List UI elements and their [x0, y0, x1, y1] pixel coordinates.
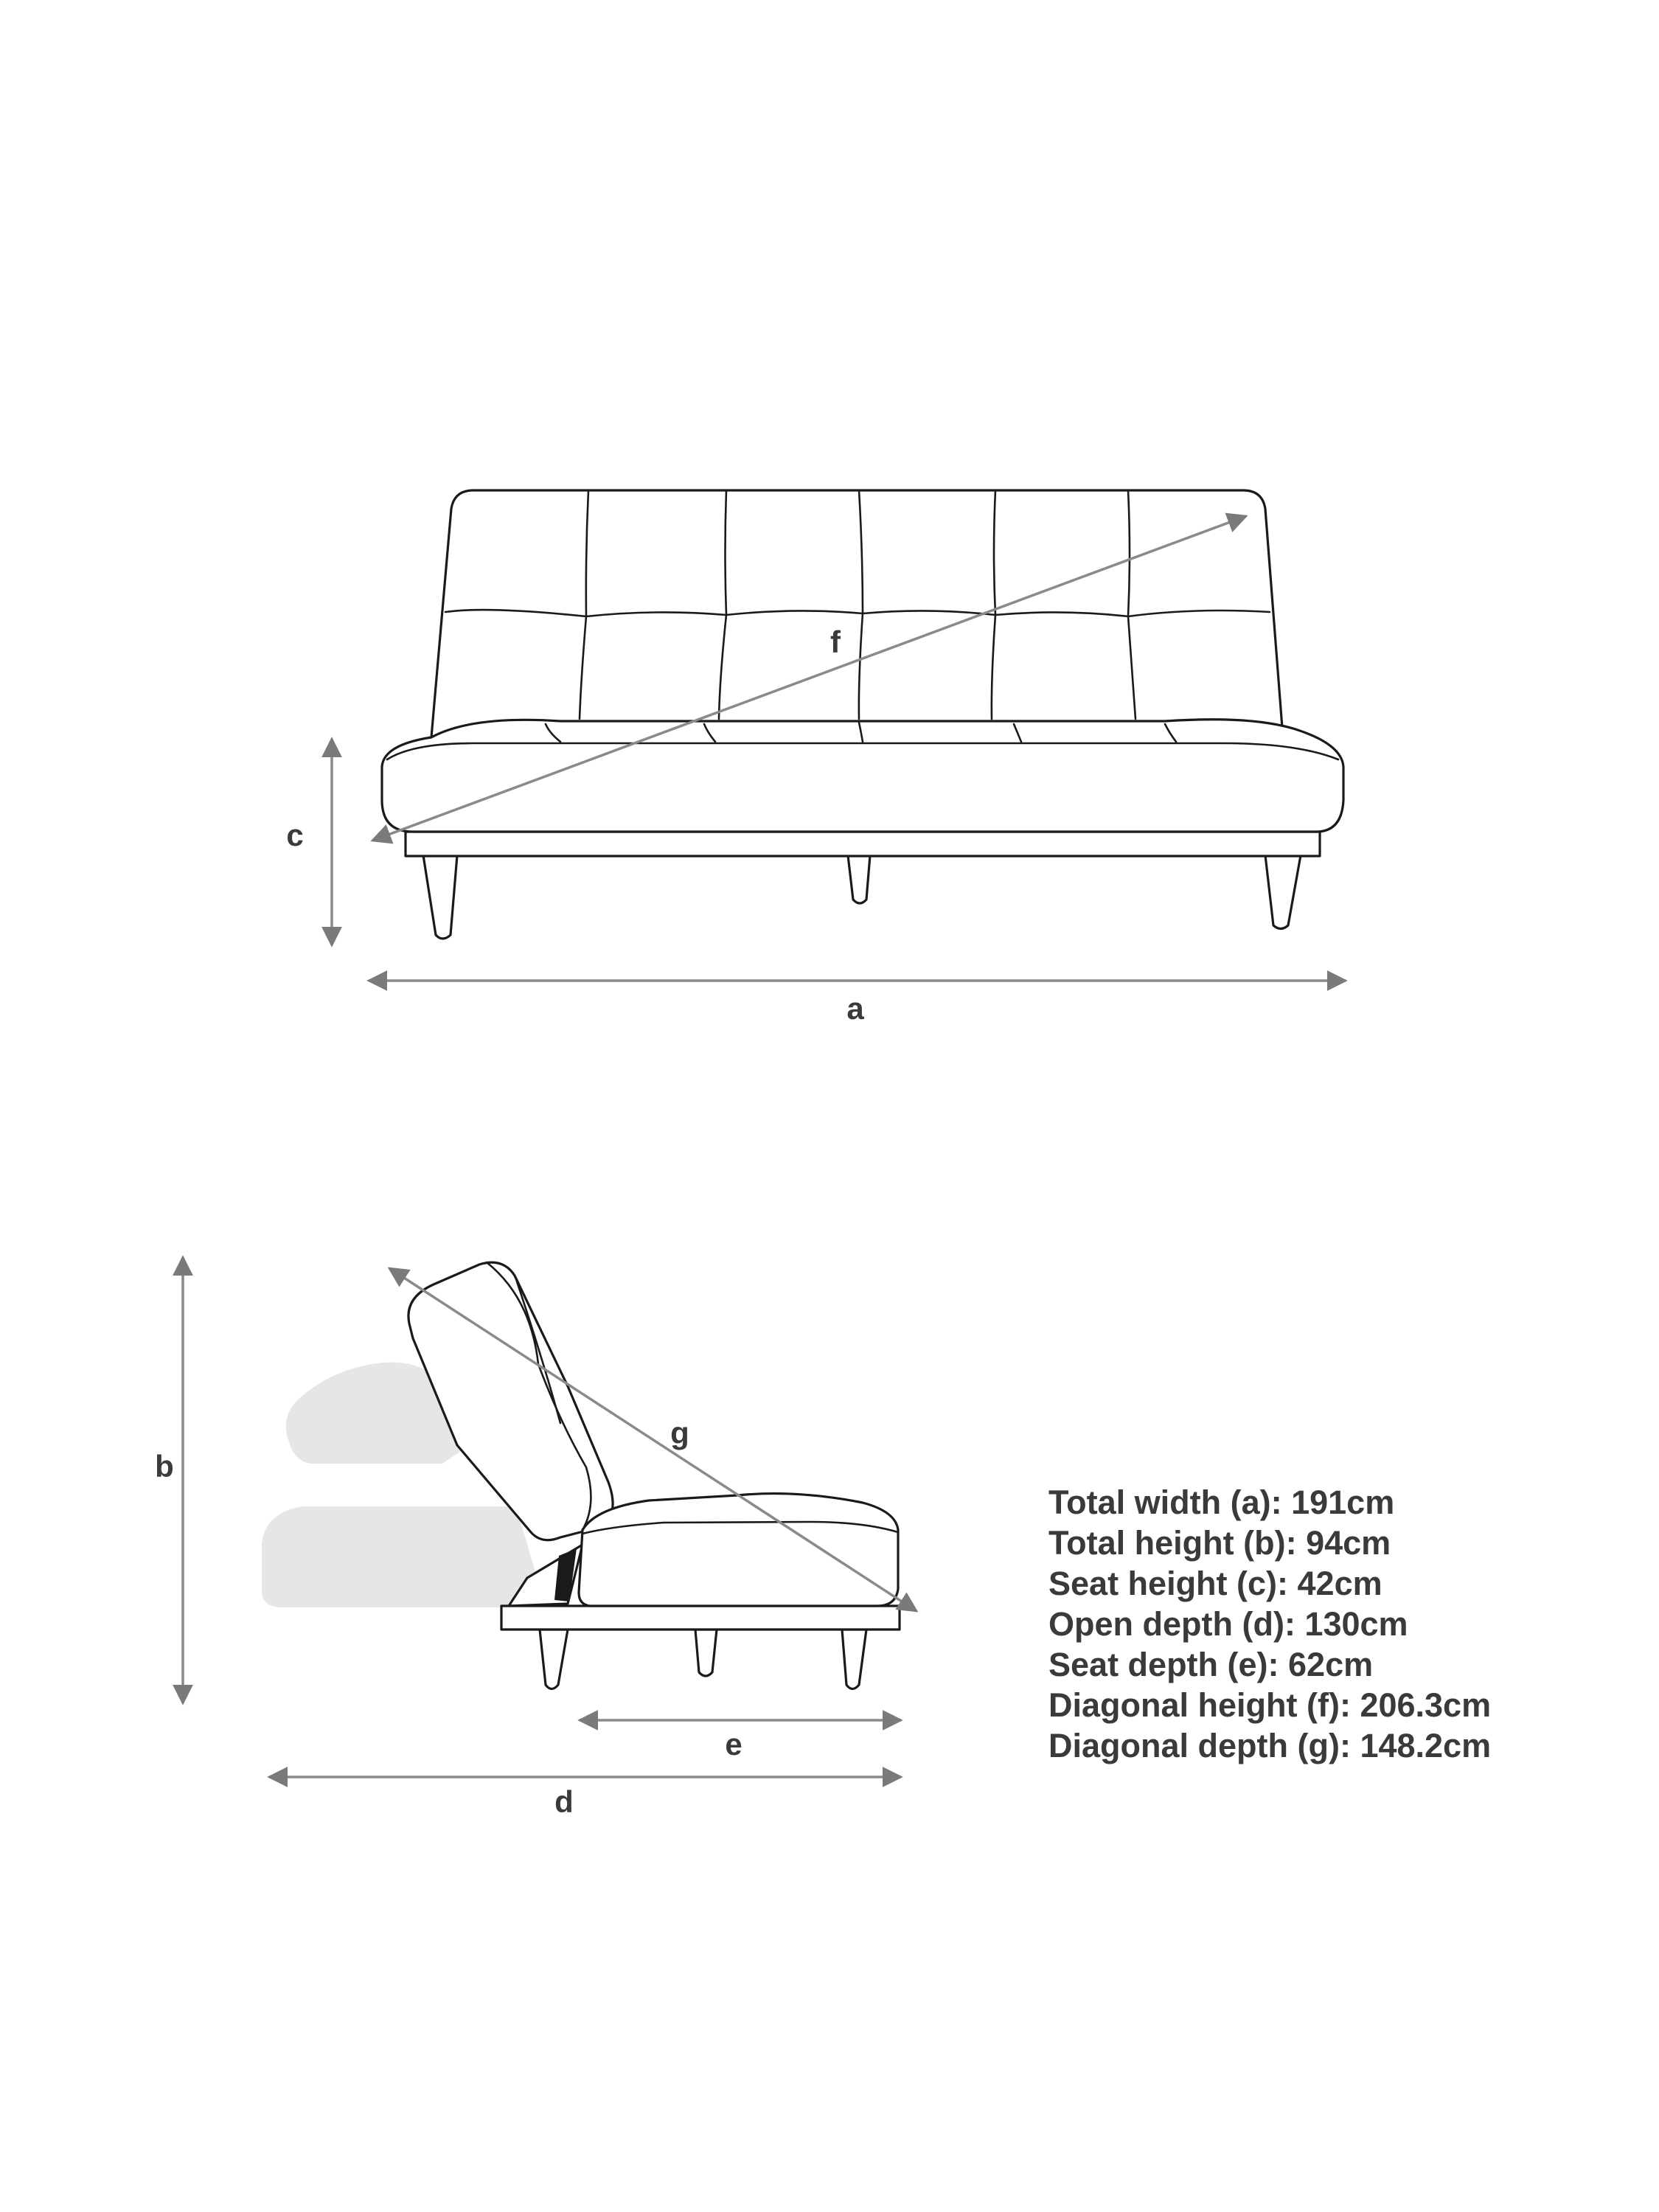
side-leg-middle — [695, 1630, 717, 1676]
dimension-spec-list — [1048, 1484, 1491, 1764]
front-leg-middle — [848, 855, 870, 903]
side-ghost-seat — [262, 1506, 546, 1607]
front-leg-left — [423, 855, 457, 939]
label-a: a — [846, 991, 864, 1026]
side-leg-left — [540, 1630, 568, 1689]
label-f: f — [830, 625, 841, 659]
label-g: g — [670, 1416, 689, 1450]
side-seat-cushion — [579, 1494, 898, 1606]
side-backrest — [408, 1262, 613, 1540]
spec-total-height: Total height (b): 94cm — [1048, 1524, 1391, 1562]
side-base-platform — [501, 1606, 900, 1630]
spec-open-depth: Open depth (d): 130cm — [1048, 1605, 1408, 1643]
label-e: e — [725, 1727, 742, 1761]
spec-diagonal-height: Diagonal height (f): 206.3cm — [1048, 1686, 1492, 1724]
spec-seat-depth: Seat depth (e): 62cm — [1048, 1646, 1374, 1683]
sofa-front-view — [372, 490, 1343, 939]
side-leg-right — [842, 1630, 866, 1689]
label-c: c — [286, 818, 304, 852]
label-b: b — [155, 1449, 174, 1484]
front-leg-right — [1265, 855, 1301, 929]
spec-diagonal-depth: Diagonal depth (g): 148.2cm — [1048, 1727, 1492, 1764]
spec-total-width: Total width (a): 191cm — [1048, 1484, 1395, 1521]
spec-seat-height: Seat height (c): 42cm — [1048, 1565, 1382, 1602]
front-base-rail — [406, 832, 1320, 856]
label-d: d — [554, 1784, 574, 1819]
sofa-side-view — [262, 1262, 917, 1689]
